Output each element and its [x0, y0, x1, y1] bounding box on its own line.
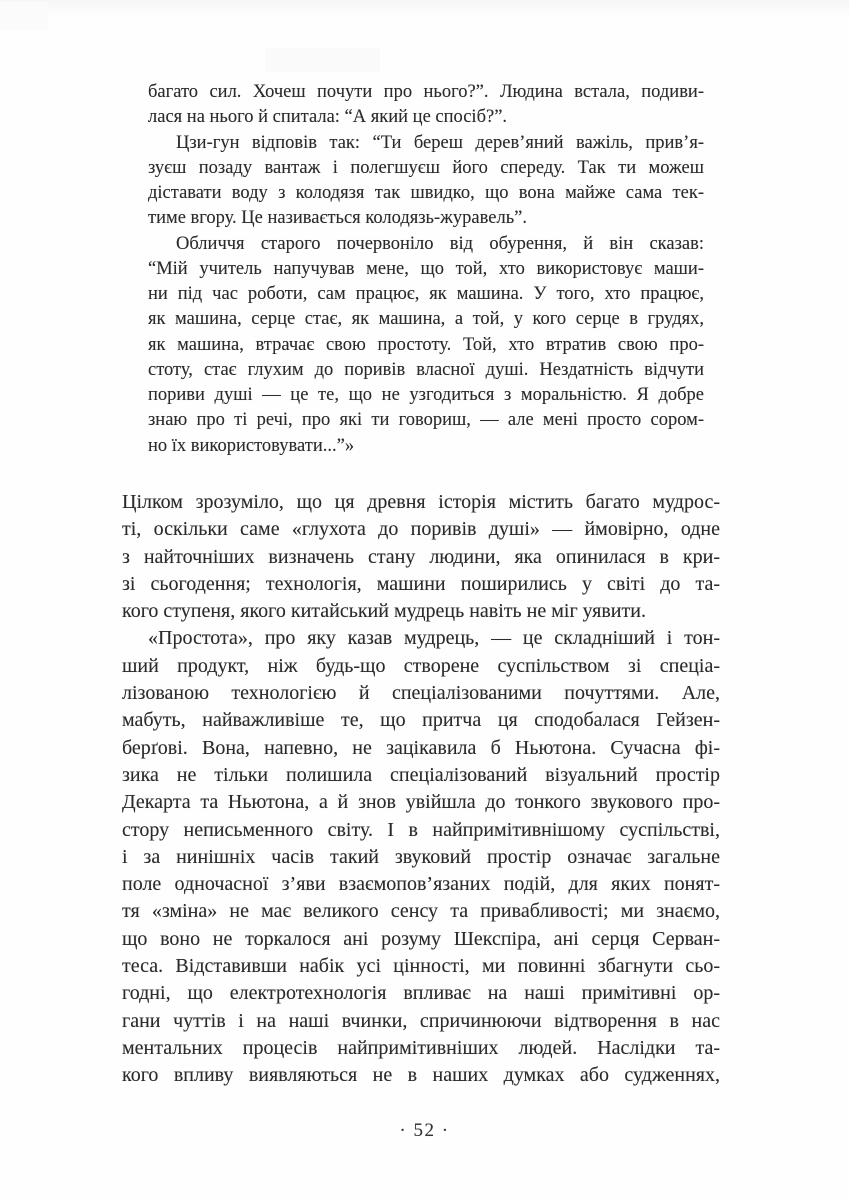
paragraph	[148, 80, 704, 131]
text-line: лася на нього й спитала: “А який це спосіб?”.	[148, 107, 508, 128]
text-line: зика не тільки полишила спеціалізований візуальний простір	[122, 763, 720, 786]
text-line: ментальних процесів найпримітивніших людей. Наслідки та-	[122, 1036, 720, 1059]
text-line: як машина, серце стає, як машина, а той, у кого серце в грудях,	[148, 309, 704, 330]
text-line: кого ступеня, якого китайський мудрець навіть не міг уявити.	[122, 600, 646, 623]
text-line: з найточніших визначень стану людини, яка опинилася в кри-	[122, 545, 720, 568]
text-line: зі сьогодення; технологія, машини поширились у світі до та-	[122, 572, 720, 595]
body-text	[122, 489, 720, 1090]
paragraph	[122, 489, 720, 625]
text-line: гани чуттів і на наші вчинки, спричинюючи відтворення в нас	[122, 1009, 720, 1032]
text-line: поле одночасної з’яви взаємопов’язаних подій, для яких понят-	[122, 873, 720, 896]
text-line: як машина, втрачає свою простоту. Той, хто втратив свою про-	[148, 334, 704, 355]
text-line: но їх використовувати...”»	[148, 435, 355, 456]
block-quote	[148, 80, 704, 459]
text-line: “Мій учитель напучував мене, що той, хто використовує маши-	[148, 258, 704, 279]
text-line: Цзи-гун відповів так: “Ти береш дерев’яний важіль, прив’я-	[176, 132, 704, 153]
text-line: теса. Відставивши набік усі цінності, ми повинні збагнути сьо-	[122, 955, 720, 978]
text-line: і за нинішніх часів такий звуковий простір означає загальне	[122, 845, 720, 868]
scan-artifact-patch	[265, 48, 380, 72]
text-line: знаю про ті речі, про які ти говориш, — але мені просто сором-	[148, 410, 704, 431]
text-line: Декарта та Ньютона, а й знов увійшла до тонкого звукового про-	[122, 791, 720, 814]
scan-artifact-patch	[0, 2, 48, 30]
text-line: зуєш позаду вантаж і полегшуєш його спереду. Так ти можеш	[148, 157, 704, 178]
text-line: багато сил. Хочеш почути про нього?”. Людина встала, подиви-	[148, 82, 704, 102]
text-line: мабуть, найважливіше те, що притча ця сподобалася Гейзен-	[122, 709, 720, 732]
text-line: ті, оскільки саме «глухота до поривів душі» — ймовірно, одне	[122, 518, 720, 541]
text-line: берґові. Вона, напевно, не зацікавила б Ньютона. Сучасна фі-	[122, 736, 720, 759]
text-line: тиме вгору. Це називається колодязь-журавель”.	[148, 208, 527, 229]
scan-artifact-band	[0, 0, 849, 16]
paragraph	[122, 625, 720, 1089]
text-line: Обличчя старого почервоніло від обурення, й він сказав:	[176, 233, 704, 254]
text-line: пориви душі — це те, що не узгодиться з моральністю. Я добре	[148, 385, 704, 405]
paragraph	[148, 232, 704, 459]
text-line: що воно не торкалося ані розуму Шекспіра, ані серця Серван-	[122, 927, 720, 950]
text-line: стору неписьменного світу. І в найпримітивнішому суспільстві,	[122, 818, 720, 841]
text-line: ни під час роботи, сам працює, як машина. У того, хто працює,	[148, 284, 704, 304]
paragraph	[148, 131, 704, 232]
text-line: «Простота», про яку казав мудрець, — це складніший і тон-	[148, 627, 720, 650]
page-number: · 52 ·	[399, 1120, 450, 1141]
text-line: стоту, стає глухим до поривів власної душі. Нездатність відчути	[148, 359, 704, 380]
text-line: ший продукт, ніж будь-що створене суспільством зі спеціа-	[122, 654, 720, 677]
text-line: Цілком зрозуміло, що ця древня історія містить багато мудрос-	[122, 491, 720, 513]
text-line: кого впливу виявляються не в наших думках або судженнях,	[122, 1064, 720, 1087]
text-line: годні, що електротехнологія впливає на наші примітивні ор-	[122, 982, 720, 1005]
text-line: лізованою технологією й спеціалізованими почуттями. Але,	[122, 682, 720, 705]
text-line: тя «зміна» не має великого сенсу та привабливості; ми знаємо,	[122, 900, 720, 923]
text-line: діставати воду з колодязя так швидко, що вона майже сама тек-	[148, 183, 704, 203]
